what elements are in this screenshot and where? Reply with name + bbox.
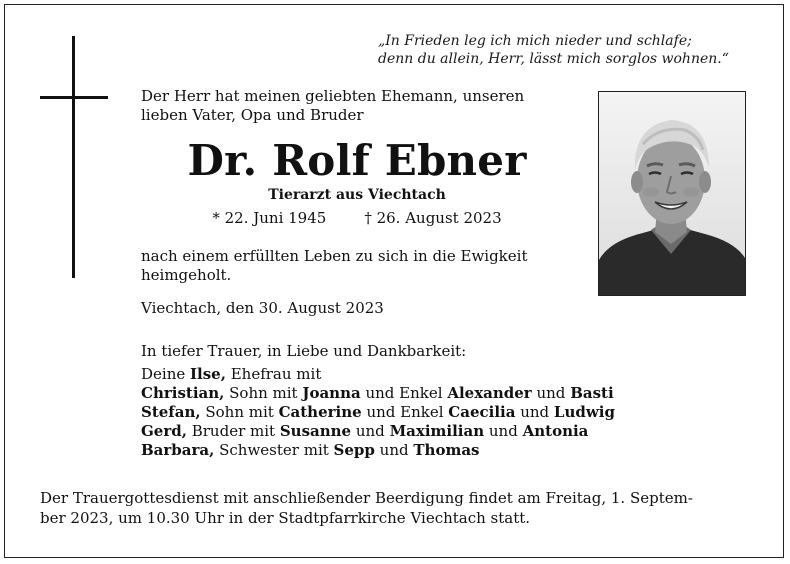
verse-line-1: „In Frieden leg ich mich nieder und schlafe;: [378, 33, 692, 49]
service-line-1: Der Trauergottesdienst mit anschließender Beerdigung findet am Freitag, 1. Septem-: [40, 489, 693, 507]
bible-verse: [378, 32, 758, 68]
cross-icon-bar: [40, 96, 108, 99]
family-line: Stefan, Sohn mit Catherine und Enkel Caecilia und Ludwig: [141, 403, 615, 421]
place-date: Viechtach, den 30. August 2023: [141, 299, 384, 317]
verse-line-2: denn du allein, Herr, lässt mich sorglos wohnen.“: [378, 51, 729, 67]
portrait-illustration: [599, 92, 745, 295]
intro-text: [141, 87, 581, 125]
family-line: Deine Ilse, Ehefrau mit: [141, 365, 322, 383]
mourning-line: In tiefer Trauer, in Liebe und Dankbarkeit:: [141, 342, 467, 360]
death-date: † 26. August 2023: [364, 209, 502, 227]
after-line-1: nach einem erfüllten Leben zu sich in die Ewigkeit: [141, 247, 528, 265]
intro-line-1: Der Herr hat meinen geliebten Ehemann, unseren: [141, 87, 525, 105]
family-line: Gerd, Bruder mit Susanne und Maximilian und Antonia: [141, 422, 589, 440]
deceased-profession: Tierarzt aus Viechtach: [268, 187, 446, 203]
birth-date: * 22. Juni 1945: [212, 209, 327, 227]
family-line: Christian, Sohn mit Joanna und Enkel Alexander und Basti: [141, 384, 614, 402]
service-line-2: ber 2023, um 10.30 Uhr in der Stadtpfarrkirche Viechtach statt.: [40, 509, 531, 527]
after-line-2: heimgeholt.: [141, 266, 232, 284]
family-list: [141, 365, 661, 460]
deceased-name: Dr. Rolf Ebner: [187, 136, 527, 185]
service-notice: [40, 488, 756, 528]
family-line: Barbara, Schwester mit Sepp und Thomas: [141, 441, 480, 459]
portrait-photo: [598, 91, 746, 296]
cross-icon: [72, 36, 75, 278]
after-text: [141, 247, 581, 285]
intro-line-2: lieben Vater, Opa und Bruder: [141, 106, 364, 124]
life-dates: [141, 208, 573, 228]
